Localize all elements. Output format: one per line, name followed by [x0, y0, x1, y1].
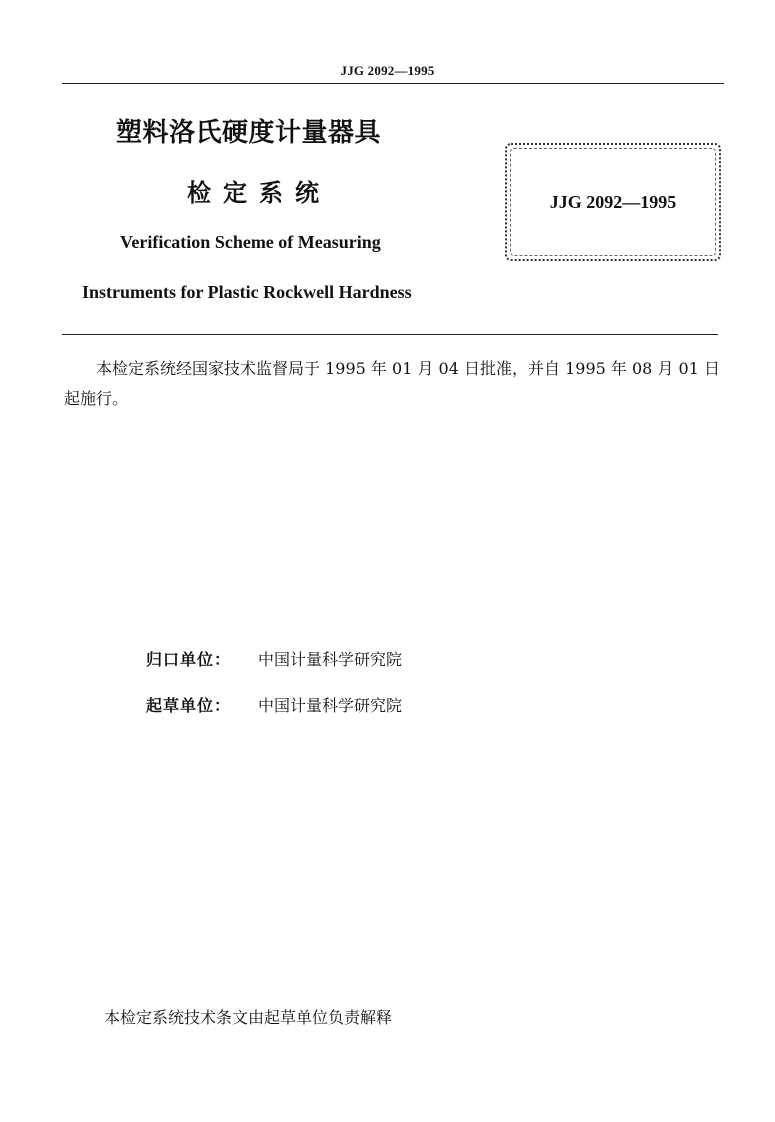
standard-code-frame-inner — [510, 148, 716, 256]
standard-code-label: JJG 2092—1995 — [549, 191, 677, 212]
header-standard-code: JJG 2092—1995 — [340, 63, 435, 78]
header-divider — [62, 83, 724, 84]
title-chinese-line-2: 检定系统 — [187, 179, 331, 207]
drafting-unit-row — [146, 693, 402, 716]
responsible-unit-row — [146, 647, 402, 670]
drafting-unit-value: 中国计量科学研究院 — [258, 696, 403, 715]
responsible-unit-label: 归口单位： — [146, 650, 232, 669]
standard-code-frame — [505, 143, 721, 261]
title-english-line-2: Instruments for Plastic Rockwell Hardness — [82, 282, 412, 302]
responsible-unit-value: 中国计量科学研究院 — [258, 650, 403, 669]
section-divider — [62, 334, 718, 335]
approval-statement: 本检定系统经国家技术监督局于 1995 年 01 月 04 日批准，并自 1995 年 08 月 01 日起施行。 — [64, 359, 720, 408]
drafting-unit-label: 起草单位： — [146, 696, 232, 715]
title-english-line-1: Verification Scheme of Measuring — [120, 232, 381, 252]
interpretation-note: 本检定系统技术条文由起草单位负责解释 — [104, 1008, 393, 1027]
title-chinese-line-1: 塑料洛氏硬度计量器具 — [116, 118, 382, 148]
